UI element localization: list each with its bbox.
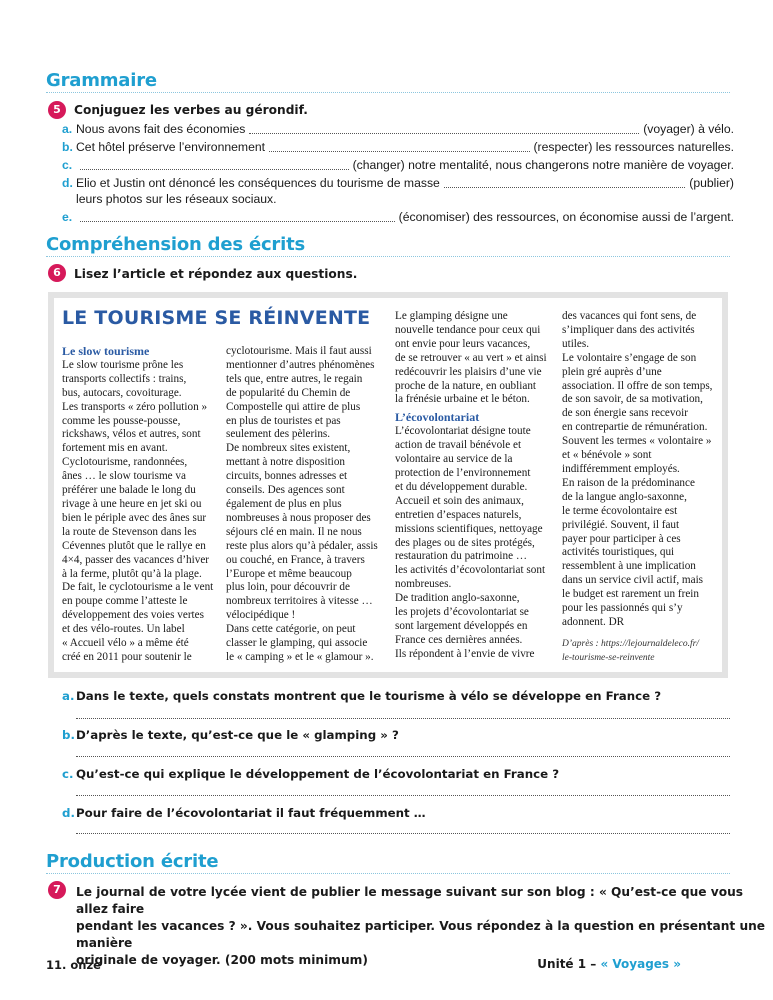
article-line: privilégié. Souvent, il faut [562, 518, 680, 531]
article-line: circuits, bonnes adresses et [226, 470, 348, 483]
article-line: de popularité du Chemin de [226, 386, 351, 399]
article-line: En raison de la prédominance [562, 476, 695, 489]
exercise-number-badge: 7 [48, 881, 66, 899]
article-line: protection de l’environnement [395, 466, 531, 479]
article-line: volontaire au service de la [395, 453, 513, 466]
article-line: des vacances qui font sens, de [562, 310, 697, 322]
item-text-before: Cet hôtel préserve l’environnement [76, 140, 266, 154]
article-line: comme les pousse-pousse, [62, 414, 181, 427]
answer-blank[interactable] [80, 169, 349, 170]
answer-line[interactable] [76, 718, 730, 719]
article-line: et du développement durable. [395, 480, 528, 493]
article-line: reste plus alors qu’à pédaler, assis [226, 539, 378, 552]
article-line: transports collectifs : trains, [62, 372, 187, 385]
article-line: le budget est rarement un frein [562, 588, 699, 601]
article-line: 4×4, passer des vacances d’hiver [62, 553, 210, 566]
article-subheading: Le slow tourisme [62, 344, 150, 358]
article-line: mettant à notre disposition [226, 456, 346, 469]
article-line: l’Europe et même beaucoup [226, 567, 352, 580]
article-column-text [62, 359, 222, 665]
item-letter: c. [62, 158, 73, 172]
section-title-production: Production écrite [46, 851, 219, 872]
article-column-2 [226, 345, 394, 665]
article-column-3 [395, 310, 559, 662]
article-line: les activités d’écovolontariat sont [395, 564, 546, 577]
article-line: créé en 2011 pour soutenir le [62, 650, 192, 663]
article-line: proche de la nature, en oubliant [395, 379, 537, 392]
article-line: le « camping » et le « glamour ». [226, 650, 374, 663]
section-title-grammaire: Grammaire [46, 70, 157, 91]
question-text: Pour faire de l’écovolontariat il faut fréquemment … [76, 806, 426, 820]
answer-blank[interactable] [444, 187, 685, 188]
article-line: adonnent. DR [562, 615, 625, 628]
instruction-line: Le journal de votre lycée vient de publier le message suivant sur son blog : « Qu’est-ce que vous allez faire [76, 885, 744, 916]
article-line: nombreux territoires à vitesse … [226, 595, 373, 608]
article-line: tels que, entre autres, le regain [226, 372, 363, 385]
question-c [62, 767, 559, 781]
article-line: la route de Stevenson dans les [62, 525, 197, 538]
question-letter: b. [62, 728, 75, 742]
item-letter: a. [62, 122, 73, 136]
article-line: nombreuses à nous proposer des [226, 511, 371, 524]
article-box [48, 292, 728, 678]
article-line: Accueil et soin des animaux, [395, 494, 524, 507]
article-line: « Accueil vélo » a même été [62, 637, 189, 650]
article-line: De nombreux sites existent, [226, 442, 351, 455]
section-divider [46, 92, 730, 93]
article-line: Le volontaire s’engage de son [562, 351, 697, 364]
grammar-item-b [62, 139, 734, 155]
exercise-number-badge: 5 [48, 101, 66, 119]
article-line: Souvent les termes « volontaire » [562, 435, 712, 448]
article-line: bien le périple avec des ânes sur [62, 511, 207, 524]
answer-blank[interactable] [249, 133, 639, 134]
article-line: Dans cette catégorie, on peut [226, 623, 356, 636]
article-line: rivage à une heure en jet ski ou [62, 497, 202, 510]
article-line: De tradition anglo-saxonne, [395, 592, 520, 605]
article-line: De fait, le cyclotourisme a le vent [62, 581, 214, 594]
article-line: ont envie pour leurs vacances, [395, 337, 531, 350]
article-line: plein gré auprès d’une [562, 365, 662, 378]
question-b [62, 728, 399, 742]
article-source: D’après : https://lejournaldeleco.fr/ [562, 638, 699, 649]
answer-line[interactable] [76, 795, 730, 796]
article-line: en plus de touristes et pas [226, 414, 341, 427]
answer-line[interactable] [76, 756, 730, 757]
question-letter: a. [62, 689, 75, 703]
article-line: nouvelle tendance pour ceux qui [395, 323, 541, 336]
article-line: Le slow tourisme prône les [62, 358, 184, 371]
article-line: ou couché, en France, à travers [226, 553, 365, 566]
item-text-before: Nous avons fait des économies [76, 122, 246, 136]
article-column-text [395, 310, 559, 407]
answer-blank[interactable] [80, 221, 395, 222]
article-line: nombreuses. [395, 578, 452, 591]
article-line: Ils répondent à l’envie de vivre [395, 647, 535, 660]
article-line: de son savoir, de sa motivation, [562, 393, 703, 406]
article-line: bus, autocars, covoiturage. [62, 386, 182, 399]
instruction-line: pendant les vacances ? ». Vous souhaitez participer. Vous répondez à la question en présentant une manière [76, 919, 766, 950]
grammar-item-d [62, 175, 734, 207]
article-line: ânes … le slow tourisme va [62, 470, 186, 483]
article-column-4 [562, 310, 726, 666]
article-line: Cyclotourisme, randonnées, [62, 456, 188, 469]
article-line: Cévennes plutôt que le rallye en [62, 539, 206, 552]
article-line: activités touristiques, qui [562, 546, 675, 559]
article-line: plus loin, pour découvrir de [226, 581, 350, 594]
article-line: s’impliquer dans des activités [562, 323, 695, 336]
article-line: séjours clé en main. Il ne nous [226, 525, 362, 538]
article-line: développement des voies vertes [62, 609, 204, 622]
item-letter: d. [62, 176, 73, 190]
article-line: des plages ou de sites protégés, [395, 536, 535, 549]
article-line: payer pour participer à ces [562, 532, 681, 545]
article-line: Compostelle qui attire de plus [226, 400, 361, 413]
question-a [62, 689, 661, 703]
article-line: sont largement développés en [395, 619, 528, 632]
page-number: 11. onze [46, 958, 101, 972]
item-text-before: Elio et Justin ont dénoncé les conséquences du tourisme de masse [76, 176, 440, 190]
question-letter: c. [62, 767, 74, 781]
article-line: rickshaws, vélos et autres, sont [62, 428, 201, 441]
article-line: missions scientifiques, nettoyage [395, 522, 543, 535]
question-text: Dans le texte, quels constats montrent que le tourisme à vélo se développe en France ? [76, 689, 662, 703]
instruction-line: originale de voyager. (200 mots minimum) [76, 953, 368, 967]
item-text-after: (voyager) à vélo. [643, 122, 734, 136]
article-column-1 [62, 345, 222, 665]
unit-label [537, 957, 681, 971]
article-line: vélocipédique ! [226, 609, 296, 622]
question-letter: d. [62, 806, 75, 820]
exercise-number-badge: 6 [48, 264, 66, 282]
article-line: entretien d’espaces naturels, [395, 508, 522, 521]
article-line: la frénésie urbaine et le béton. [395, 393, 530, 406]
article-column-text [562, 310, 726, 630]
question-d [62, 806, 426, 820]
article-line: en poupe comme l’atteste le [62, 595, 188, 608]
article-line: L’écovolontariat désigne toute [395, 425, 531, 438]
article-line: également de plus en plus [226, 497, 342, 510]
article-line: à la ferme, plutôt qu’à la plage. [62, 567, 202, 580]
grammar-item-a [62, 121, 734, 137]
grammar-item-c [62, 157, 734, 173]
article-column-text [395, 425, 559, 661]
article-line: France ces dernières années. [395, 633, 523, 646]
article-column-text [226, 345, 394, 665]
article-line: fortement mis en avant. [62, 442, 168, 455]
article-line: de la langue anglo-saxonne, [562, 490, 687, 503]
exercise-instruction: Conjuguez les verbes au gérondif. [74, 103, 308, 117]
article-title: LE TOURISME SE RÉINVENTE [62, 307, 371, 329]
article-line: et « bénévole » sont [562, 449, 652, 462]
exercise-instruction: Lisez l’article et répondez aux questions. [74, 267, 358, 281]
item-text-continuation: leurs photos sur les réseaux sociaux. [76, 192, 277, 206]
section-divider [46, 873, 730, 874]
section-title-comprehension: Compréhension des écrits [46, 234, 305, 255]
article-line: indifféremment employés. [562, 462, 680, 475]
article-line: Les transports « zéro pollution » [62, 400, 208, 413]
unit-title: « Voyages » [600, 957, 681, 971]
section-divider [46, 256, 730, 257]
article-line: pour les passionnés qui s’y [562, 602, 683, 615]
article-line: en contrepartie de rémunération. [562, 421, 708, 434]
item-letter: e. [62, 210, 73, 224]
article-line: préférer une balade le long du [62, 484, 196, 497]
article-line: dans un service civil actif, mais [562, 574, 704, 587]
article-line: restauration du patrimoine … [395, 550, 528, 563]
item-letter: b. [62, 140, 73, 154]
item-text-after: (respecter) les ressources naturelles. [533, 140, 734, 154]
article-line: et des vélo-routes. Un label [62, 623, 185, 636]
article-line: de se retrouver « au vert » et ainsi [395, 351, 547, 364]
article-line: le terme écovolontaire est [562, 504, 678, 517]
article-line: mentionner d’autres phénomènes [226, 358, 375, 371]
article-line: conseils. Des agences sont [226, 484, 345, 497]
article-line: seulement des pèlerins. [226, 428, 331, 441]
grammar-item-e [62, 209, 734, 225]
item-text-after: (publier) [689, 176, 734, 190]
article-subheading: L’écovolontariat [395, 410, 480, 425]
question-text: Qu’est-ce qui explique le développement de l’écovolontariat en France ? [76, 767, 560, 781]
article-line: redécouvrir les plaisirs d’une vie [395, 365, 542, 378]
article-line: les projets d’écovolontariat se [395, 606, 529, 619]
question-text: D’après le texte, qu’est-ce que le « glamping » ? [76, 728, 399, 742]
unit-number: Unité 1 – [537, 957, 597, 971]
article-line: utiles. [562, 337, 590, 350]
article-line: action de travail bénévole et [395, 439, 522, 452]
article-line: classer le glamping, qui associe [226, 637, 368, 650]
answer-line[interactable] [76, 833, 730, 834]
answer-blank[interactable] [269, 151, 529, 152]
item-text-after: (économiser) des ressources, on économise aussi de l’argent. [398, 210, 734, 224]
article-line: de son énergie sans recevoir [562, 407, 688, 420]
article-source-url[interactable]: le-tourisme-se-reinvente [562, 652, 655, 663]
article-line: Le glamping désigne une [395, 310, 508, 322]
article-line: cyclotourisme. Mais il faut aussi [226, 345, 372, 357]
item-text-after: (changer) notre mentalité, nous changerons notre manière de voyager. [352, 158, 734, 172]
article-line: association. Il offre de son temps, [562, 379, 713, 392]
article-line: ressemblent à une implication [562, 560, 696, 573]
